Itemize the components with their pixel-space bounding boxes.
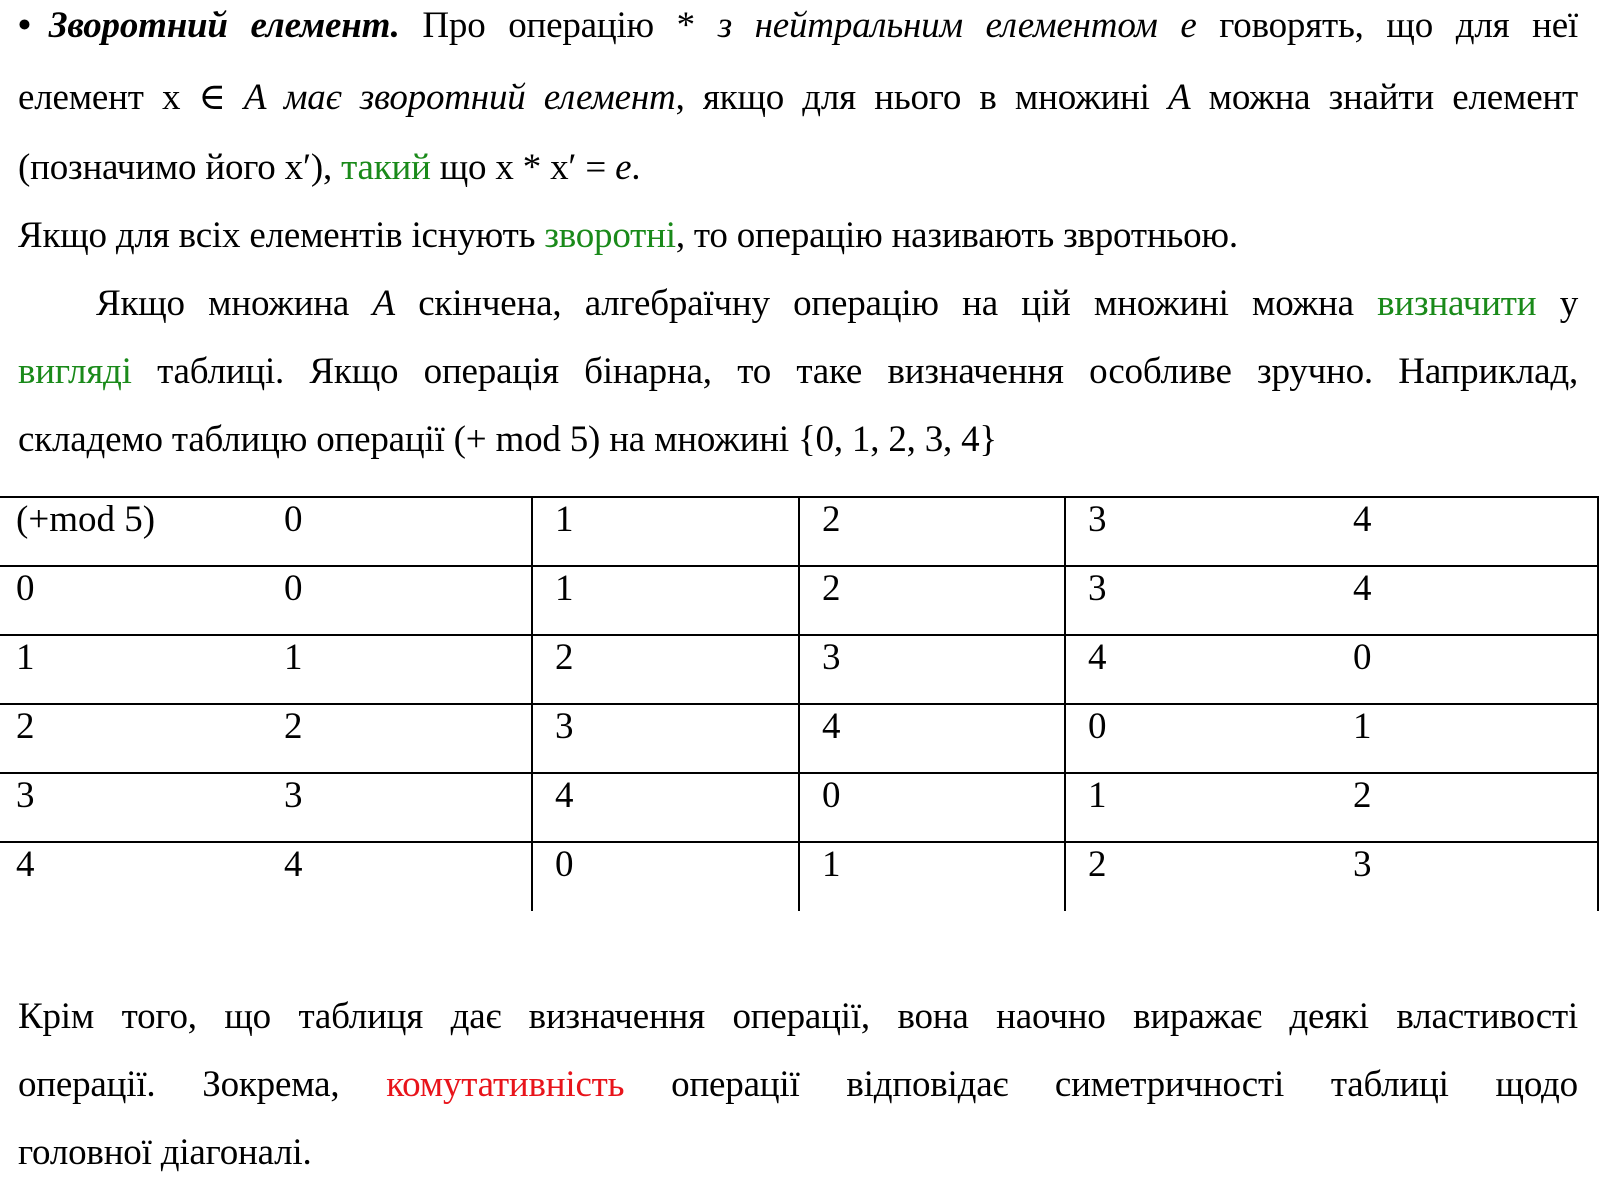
definition-text: говорять, що для неї <box>1196 5 1579 46</box>
definition-text: елемент x ∈ <box>18 77 244 118</box>
table-header-cell: 4 <box>1331 497 1598 566</box>
table-cell: 3 <box>799 635 1065 704</box>
conclusion-text: операції відповідає симетричності таблиці щодо <box>624 1064 1578 1105</box>
table-row <box>0 566 1598 635</box>
table-cell: 3 <box>532 704 799 773</box>
table-cell: 0 <box>268 566 532 635</box>
table-intro-line-2 <box>18 350 1578 394</box>
table-cell: 1 <box>1065 773 1331 842</box>
definition-italic: A має зворотний елемент <box>243 77 676 118</box>
table-intro-line-3 <box>18 418 1578 462</box>
table-header-cell: 2 <box>799 497 1065 566</box>
table-row <box>0 635 1598 704</box>
bullet-icon: • <box>18 5 31 46</box>
table-cell: 0 <box>1065 704 1331 773</box>
table-header-cell: 0 <box>268 497 532 566</box>
table-row <box>0 704 1598 773</box>
table-cell: 2 <box>532 635 799 704</box>
definition-text: можна знайти елемент <box>1190 77 1578 118</box>
intro-text: таблиці. Якщо операція бінарна, то таке визначення особливе зручно. Наприклад, <box>131 351 1578 392</box>
link-zvorotni[interactable]: зворотні <box>544 215 676 256</box>
conclusion-text: Крім того, що таблиця дає визначення операції, вона наочно виражає деякі властивості <box>18 996 1578 1037</box>
inverse-sentence <box>18 214 1578 258</box>
table-cell: 1 <box>799 842 1065 911</box>
conclusion-line-1 <box>18 995 1578 1039</box>
definition-line-3 <box>18 146 1578 190</box>
table-cell: 4 <box>1331 566 1598 635</box>
definition-text: , якщо для нього в множині <box>675 77 1168 118</box>
table-cell: 4 <box>1065 635 1331 704</box>
set-symbol: A <box>372 283 395 324</box>
table-cell: 3 <box>268 773 532 842</box>
definition-term: Зворотний елемент. <box>48 5 400 46</box>
table-intro-line-1 <box>18 282 1578 326</box>
conclusion-line-3 <box>18 1131 1578 1175</box>
table-cell: 2 <box>799 566 1065 635</box>
table-cell: 0 <box>0 566 268 635</box>
table-cell: 4 <box>0 842 268 911</box>
table-cell: 1 <box>532 566 799 635</box>
table-header-cell: (+mod 5) <box>0 497 268 566</box>
definition-text: що x * x′ = <box>430 147 616 188</box>
table-cell: 1 <box>1331 704 1598 773</box>
table-row <box>0 773 1598 842</box>
table-cell: 1 <box>268 635 532 704</box>
inverse-text: , то операцію називають звротньою. <box>675 215 1238 256</box>
definition-line-1 <box>18 4 1578 48</box>
table-header-cell: 1 <box>532 497 799 566</box>
intro-text: складемо таблицю операції (+ mod 5) на множині {0, 1, 2, 3, 4} <box>18 419 997 460</box>
link-vyznachyty[interactable]: визначити <box>1377 283 1537 324</box>
table-cell: 3 <box>1065 566 1331 635</box>
inverse-text: Якщо для всіх елементів існують <box>18 215 545 256</box>
table-cell: 1 <box>0 635 268 704</box>
intro-text: скінчена, алгебраїчну операцію на цій множині можна <box>394 283 1378 324</box>
conclusion-text: головної діагоналі. <box>18 1132 312 1173</box>
table-cell: 0 <box>1331 635 1598 704</box>
table-cell: 4 <box>268 842 532 911</box>
table-header-cell: 3 <box>1065 497 1331 566</box>
definition-text: (позначимо його x′), <box>18 147 342 188</box>
definition-italic: з нейтральним елементом e <box>717 5 1197 46</box>
table-cell: 0 <box>532 842 799 911</box>
link-takyi[interactable]: такий <box>341 147 431 188</box>
table-header-row <box>0 497 1598 566</box>
table-cell: 2 <box>1331 773 1598 842</box>
definition-line-2 <box>18 76 1578 120</box>
intro-text: Якщо множина <box>96 283 373 324</box>
table-cell: 2 <box>268 704 532 773</box>
mod5-operation-table <box>0 496 1599 911</box>
link-komutatyvnist[interactable]: комутативність <box>386 1064 625 1105</box>
table-cell: 3 <box>1331 842 1598 911</box>
set-symbol: A <box>1167 77 1191 118</box>
intro-text: у <box>1536 283 1578 324</box>
table-cell: 4 <box>799 704 1065 773</box>
link-vyhliadi[interactable]: вигляді <box>18 351 132 392</box>
conclusion-line-2 <box>18 1063 1578 1107</box>
table-cell: 2 <box>1065 842 1331 911</box>
table-cell: 4 <box>532 773 799 842</box>
definition-text: Про операцію * <box>399 5 718 46</box>
table-cell: 2 <box>0 704 268 773</box>
table-row <box>0 842 1598 911</box>
table-cell: 0 <box>799 773 1065 842</box>
definition-text: . <box>631 147 641 188</box>
table-cell: 3 <box>0 773 268 842</box>
conclusion-text: операції. Зокрема, <box>18 1064 387 1105</box>
neutral-element-symbol: e <box>615 147 632 188</box>
